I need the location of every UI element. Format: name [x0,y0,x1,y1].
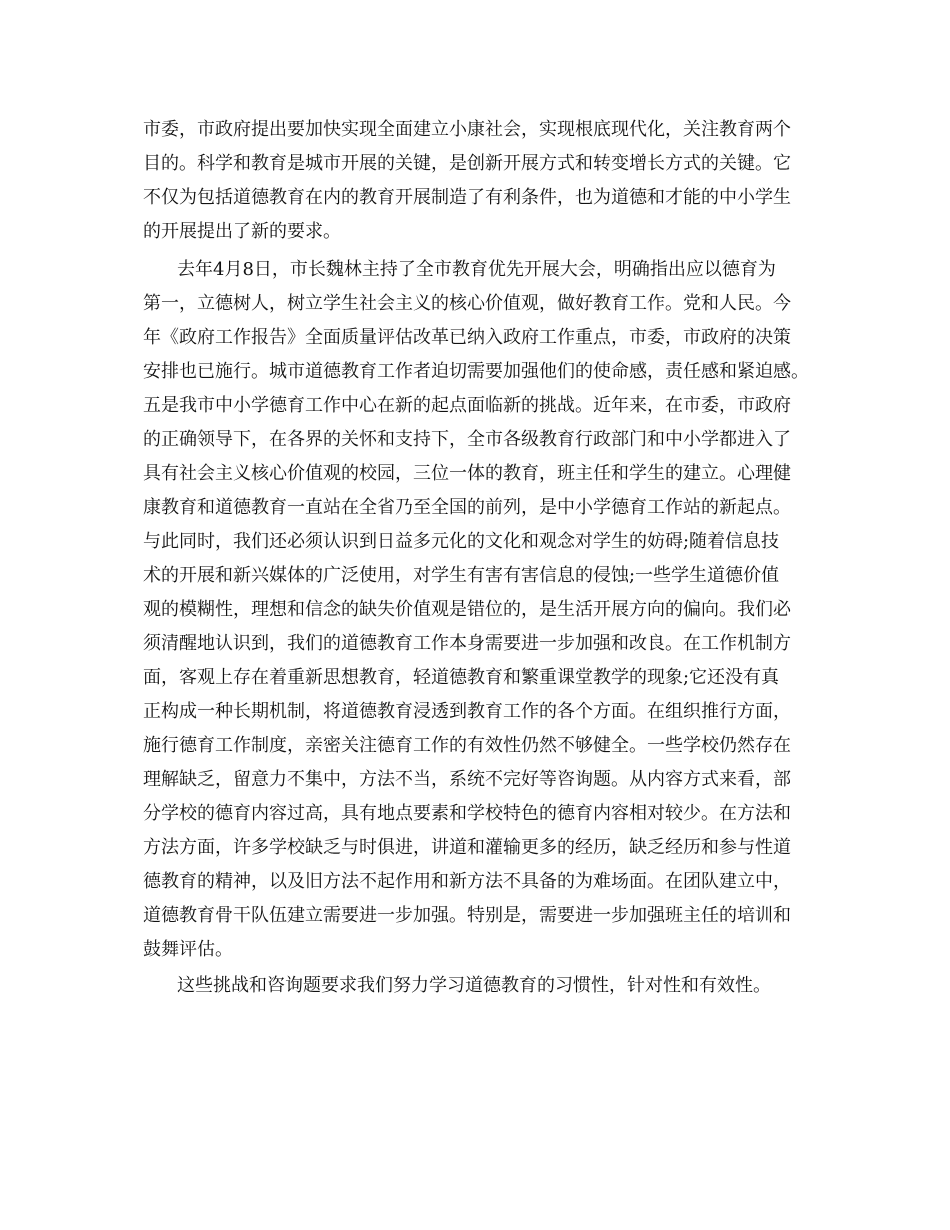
text-line: 与此同时，我们还必须认识到日益多元化的文化和观念对学生的妨碍;随着信息技 [143,531,780,552]
text-line: 观的模糊性，理想和信念的缺失价值观是错位的，是生活开展方向的偏向。我们必 [143,599,791,620]
paragraph-first-line: 这些挑战和咨询题要求我们努力学习道德教育的习惯性，针对性和有效性。 [177,975,771,996]
paragraph-first-line: 去年4月8日，市长魏林主持了全市教育优先开展大会，明确指出应以德育为 [177,259,776,280]
text-line: 分学校的德育内容过高，具有地点要素和学校特色的德育内容相对较少。在方法和 [143,803,791,824]
text-line: 理解缺乏，留意力不集中，方法不当，系统不完好等咨询题。从内容方式来看，部 [143,769,791,790]
text-line: 康教育和道德教育一直站在全省乃至全国的前列，是中小学德育工作站的新起点。 [143,497,791,518]
text-line: 市委，市政府提出要加快实现全面建立小康社会，实现根底现代化，关注教育两个 [143,119,791,140]
text-line: 术的开展和新兴媒体的广泛使用，对学生有害有害信息的侵蚀;一些学生道德价值 [143,565,780,586]
text-line: 面，客观上存在着重新思想教育，轻道德教育和繁重课堂教学的现象;它还没有真 [143,667,780,688]
text-line: 德教育的精神，以及旧方法不起作用和新方法不具备的为难场面。在团队建立中， [143,871,791,892]
text-line: 施行德育工作制度，亲密关注德育工作的有效性仍然不够健全。一些学校仍然存在 [143,735,791,756]
text-line: 目的。科学和教育是城市开展的关键，是创新开展方式和转变增长方式的关键。它 [143,153,791,174]
text-line: 具有社会主义核心价值观的校园，三位一体的教育，班主任和学生的建立。心理健 [143,463,791,484]
text-line: 的开展提出了新的要求。 [143,221,341,242]
text-line: 正构成一种长期机制，将道德教育浸透到教育工作的各个方面。在组织推行方面， [143,701,791,722]
text-line: 道德教育骨干队伍建立需要进一步加强。特别是，需要进一步加强班主任的培训和 [143,905,791,926]
text-line: 年《政府工作报告》全面质量评估改革已纳入政府工作重点，市委，市政府的决策 [143,327,791,348]
text-line: 五是我市中小学德育工作中心在新的起点面临新的挑战。近年来，在市委，市政府 [143,395,791,416]
text-line: 不仅为包括道德教育在内的教育开展制造了有利条件，也为道德和才能的中小学生 [143,187,791,208]
text-line: 的正确领导下，在各界的关怀和支持下，全市各级教育行政部门和中小学都进入了 [143,429,791,450]
text-line: 鼓舞评估。 [143,939,233,960]
text-line: 方法方面，许多学校缺乏与时俱进，讲道和灌输更多的经历，缺乏经历和参与性道 [143,837,791,858]
text-line: 须清醒地认识到，我们的道德教育工作本身需要进一步加强和改良。在工作机制方 [143,633,791,654]
text-line: 安排也已施行。城市道德教育工作者迫切需要加强他们的使命感，责任感和紧迫感。 [143,361,809,382]
text-line: 第一，立德树人，树立学生社会主义的核心价值观，做好教育工作。党和人民。今 [143,293,791,314]
